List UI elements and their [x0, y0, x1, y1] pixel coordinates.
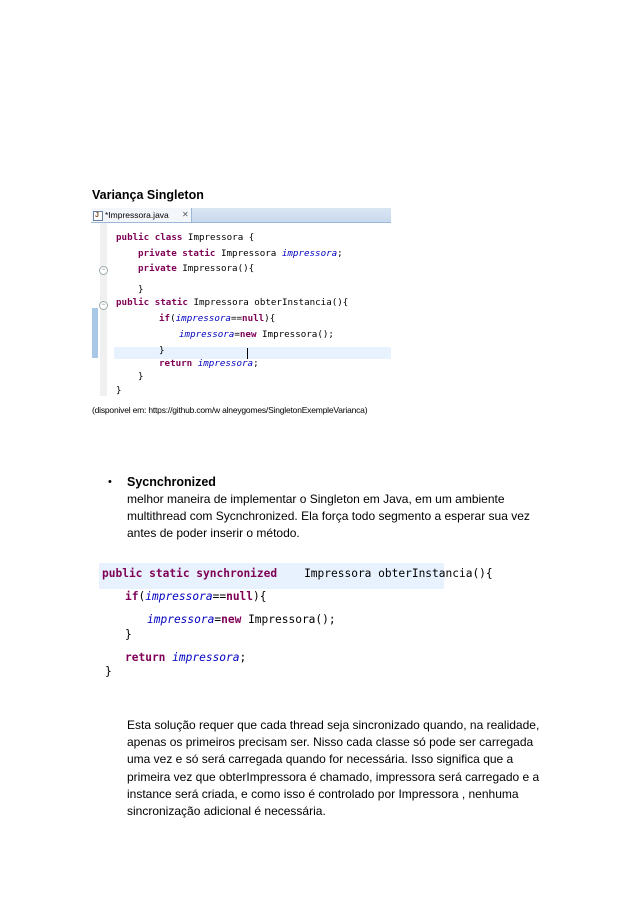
code-text: =: [234, 329, 240, 340]
code-keyword: if: [125, 590, 139, 603]
code-line: [102, 567, 493, 580]
code-text: ){: [264, 313, 276, 324]
code-text: ==: [212, 590, 227, 603]
code-text: }: [105, 665, 112, 678]
code-line: [179, 329, 334, 340]
code-text: Impressora();: [248, 613, 336, 626]
editor-gutter: [91, 223, 100, 396]
code-keyword: null: [242, 313, 265, 324]
code-text: }: [159, 345, 165, 356]
code-text: ;: [239, 651, 247, 664]
code-editor-screenshot: [91, 208, 391, 396]
bullet-title: Sycnchronized: [127, 475, 216, 489]
code-keyword: return: [159, 358, 198, 369]
code-line: [159, 313, 275, 324]
code-text: }: [116, 385, 122, 396]
bullet-body: melhor maneira de implementar o Singleton em Java, em um ambiente multithread com Sycnchronized. Ela força todo segmento a esperar sua vez antes de poder inserir o método.: [127, 492, 530, 540]
code-text: (: [170, 313, 176, 324]
code-keyword: private: [138, 263, 183, 274]
code-text: =: [214, 613, 222, 626]
code-text: Impressora {: [187, 232, 255, 243]
code-text: ){: [253, 590, 267, 603]
java-file-icon: [93, 211, 103, 221]
code-snippet-screenshot: [99, 560, 493, 680]
code-keyword: new: [239, 329, 263, 340]
code-text: Impressora();: [262, 329, 334, 340]
code-text: }: [138, 284, 144, 295]
code-line: [159, 358, 259, 369]
code-keyword: private static: [138, 248, 221, 259]
code-text: Impressora obterInstancia(){: [193, 297, 349, 308]
code-text: ;: [253, 358, 259, 369]
code-keyword: public static synchronized: [102, 567, 291, 580]
code-field: impressora: [281, 248, 338, 259]
code-field: impressora: [145, 590, 213, 603]
code-text: ==: [230, 313, 243, 324]
editor-tab-label: *Impressora.java: [105, 210, 169, 220]
fold-ruler: [100, 223, 107, 396]
source-caption: (disponivel em: https://github.com/w alneygomes/SingletonExempleVarianca): [92, 405, 368, 415]
code-line: [147, 613, 336, 626]
section-heading: Variança Singleton: [92, 188, 204, 202]
code-line: [138, 248, 343, 259]
code-line: [125, 628, 132, 641]
code-line: [116, 297, 348, 308]
code-field: impressora: [179, 329, 235, 340]
code-field: impressora: [172, 651, 240, 664]
code-keyword: if: [159, 313, 171, 324]
code-line: [125, 590, 267, 603]
code-line: [105, 665, 112, 678]
code-text: Impressora obterInstancia(){: [290, 567, 493, 580]
code-keyword: return: [125, 651, 173, 664]
code-text: }: [125, 628, 132, 641]
code-text: (: [138, 590, 146, 603]
fold-toggle-icon[interactable]: −: [99, 266, 108, 275]
code-line: [116, 385, 122, 396]
code-line: [138, 263, 254, 274]
code-text: Impressora: [220, 248, 282, 259]
change-marker: [92, 308, 98, 358]
editor-tab[interactable]: [91, 208, 192, 222]
close-icon[interactable]: ✕: [182, 210, 189, 219]
code-keyword: new: [221, 613, 249, 626]
code-text: Impressora(){: [182, 263, 255, 274]
code-field: impressora: [175, 313, 231, 324]
code-line: [159, 345, 165, 356]
code-keyword: public static: [116, 297, 194, 308]
code-keyword: null: [226, 590, 254, 603]
bullet-icon: •: [108, 476, 112, 488]
code-text: ;: [337, 248, 343, 259]
code-line: [138, 284, 144, 295]
code-field: impressora: [147, 613, 215, 626]
code-text: }: [138, 371, 144, 382]
code-keyword: public class: [116, 232, 188, 243]
editor-tab-bar: [91, 208, 391, 223]
code-line: [125, 651, 246, 664]
code-line: [138, 371, 144, 382]
code-field: impressora: [197, 358, 254, 369]
code-line: [116, 232, 254, 243]
explanation-paragraph: Esta solução requer que cada thread seja sincronizado quando, na realidade, apenas os primeiros precisam ser. Nisso cada classe só pode ser carregada uma vez e só será carregada quando for necessária. Isso significa que a primeira vez que obterImpressora é chamado, impressora será carregado e a instance será criada, e como isso é controlado por Impressora , nenhuma sincronização adicional é necessária.: [127, 718, 540, 819]
fold-toggle-icon[interactable]: −: [99, 301, 108, 310]
